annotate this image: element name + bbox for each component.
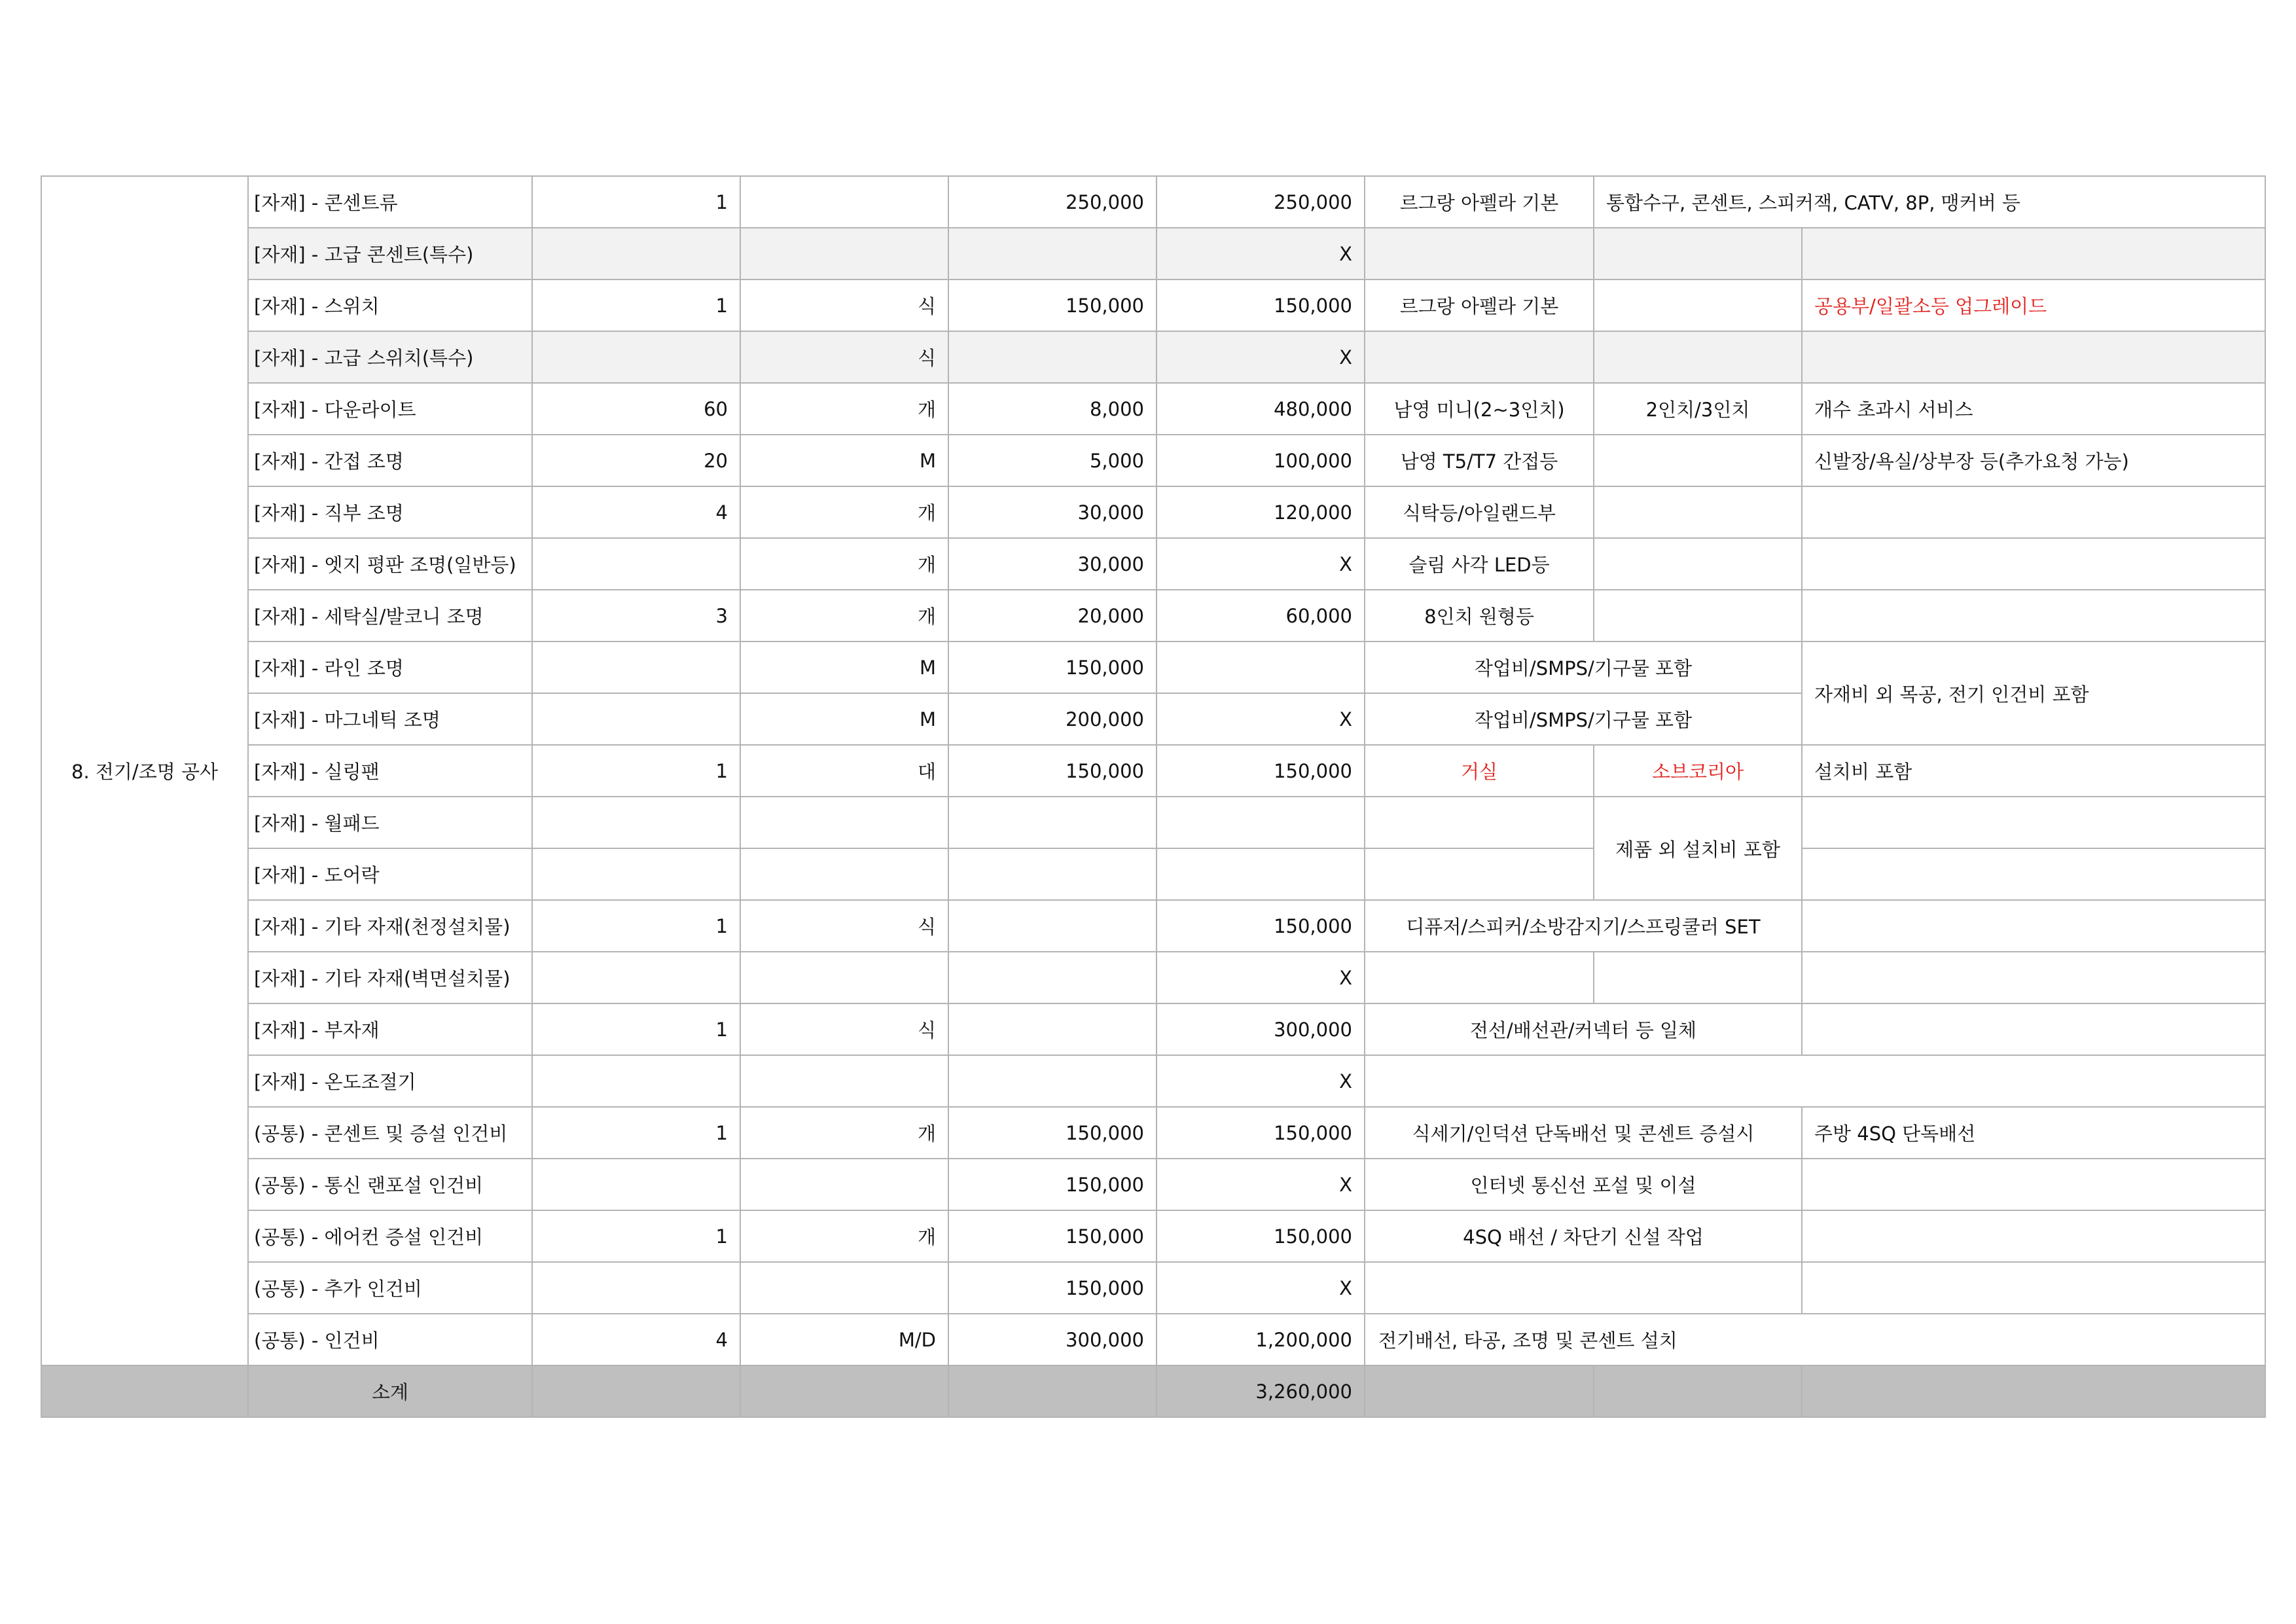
table-row [41, 745, 2265, 797]
note2-cell: 설치비 포함 [1802, 745, 2265, 797]
note1-cell [1594, 228, 1802, 280]
qty-cell [532, 1055, 740, 1107]
spec-cell: 슬림 사각 LED등 [1365, 538, 1594, 590]
item-name: [자재] - 콘센트류 [248, 176, 532, 228]
amount-cell [1157, 641, 1365, 693]
table-row [41, 538, 2265, 590]
qty-cell [532, 693, 740, 745]
spec-cell [1365, 1262, 1802, 1314]
unit-cell [740, 797, 948, 848]
price-cell: 150,000 [948, 1107, 1157, 1159]
price-cell [948, 331, 1157, 383]
spec-cell: 전선/배선관/커넥터 등 일체 [1365, 1003, 1802, 1055]
item-name: [자재] - 온도조절기 [248, 1055, 532, 1107]
item-name: (공통) - 인건비 [248, 1314, 532, 1365]
note1-cell [1594, 280, 1802, 331]
price-cell: 30,000 [948, 538, 1157, 590]
spec-cell [1365, 952, 1594, 1003]
spec-cell: 작업비/SMPS/기구물 포함 [1365, 693, 1802, 745]
price-cell [948, 952, 1157, 1003]
unit-cell [740, 228, 948, 280]
note2-cell [1802, 1003, 2265, 1055]
subtotal-blank-cell [1365, 1365, 1594, 1417]
note1-cell [1594, 435, 1802, 486]
item-name: (공통) - 에어컨 증설 인건비 [248, 1210, 532, 1262]
amount-cell: 60,000 [1157, 590, 1365, 641]
spec-cell: 작업비/SMPS/기구물 포함 [1365, 641, 1802, 693]
item-name: (공통) - 추가 인건비 [248, 1262, 532, 1314]
qty-cell [532, 797, 740, 848]
qty-cell [532, 1262, 740, 1314]
note2-cell [1802, 590, 2265, 641]
item-name: [자재] - 고급 콘센트(특수) [248, 228, 532, 280]
qty-cell [532, 952, 740, 1003]
spec-cell: 8인치 원형등 [1365, 590, 1594, 641]
spec-cell: 인터넷 통신선 포설 및 이설 [1365, 1159, 1802, 1210]
unit-cell: M [740, 693, 948, 745]
qty-cell [532, 848, 740, 900]
price-cell: 150,000 [948, 1262, 1157, 1314]
table-row [41, 176, 2265, 228]
unit-cell: 대 [740, 745, 948, 797]
amount-cell: 150,000 [1157, 745, 1365, 797]
amount-cell: 1,200,000 [1157, 1314, 1365, 1365]
unit-cell [740, 952, 948, 1003]
amount-cell: X [1157, 1262, 1365, 1314]
item-name: [자재] - 다운라이트 [248, 383, 532, 435]
unit-cell [740, 1055, 948, 1107]
qty-cell [532, 641, 740, 693]
note2-cell: 신발장/욕실/상부장 등(추가요청 가능) [1802, 435, 2265, 486]
note2-cell [1802, 331, 2265, 383]
price-cell: 5,000 [948, 435, 1157, 486]
item-name: (공통) - 통신 랜포설 인건비 [248, 1159, 532, 1210]
note-cell: 통합수구, 콘센트, 스피커잭, CATV, 8P, 맹커버 등 [1594, 176, 2265, 228]
qty-cell: 1 [532, 1107, 740, 1159]
item-name: [자재] - 기타 자재(천정설치물) [248, 900, 532, 952]
subtotal-blank-cell [948, 1365, 1157, 1417]
unit-cell: 개 [740, 383, 948, 435]
spec-cell: 르그랑 아펠라 기본 [1365, 176, 1594, 228]
item-name: [자재] - 간접 조명 [248, 435, 532, 486]
spec-cell [1365, 331, 1594, 383]
price-cell [948, 1055, 1157, 1107]
subtotal-row [41, 1365, 2265, 1417]
note2-cell: 공용부/일괄소등 업그레이드 [1802, 280, 2265, 331]
item-name: [자재] - 고급 스위치(특수) [248, 331, 532, 383]
unit-cell: 식 [740, 1003, 948, 1055]
unit-cell [740, 848, 948, 900]
qty-cell [532, 228, 740, 280]
unit-cell: 개 [740, 1107, 948, 1159]
table-row [41, 590, 2265, 641]
table-row [41, 797, 2265, 848]
spec-cell [1365, 228, 1594, 280]
spec-cell: 거실 [1365, 745, 1594, 797]
amount-cell: 480,000 [1157, 383, 1365, 435]
table-row [41, 1055, 2265, 1107]
qty-cell: 1 [532, 1003, 740, 1055]
amount-cell: X [1157, 228, 1365, 280]
amount-cell: 120,000 [1157, 486, 1365, 538]
spec-cell: 남영 T5/T7 간접등 [1365, 435, 1594, 486]
note2-cell [1802, 228, 2265, 280]
amount-cell [1157, 848, 1365, 900]
table-row [41, 1262, 2265, 1314]
qty-cell: 1 [532, 900, 740, 952]
price-cell [948, 848, 1157, 900]
note1-cell [1594, 538, 1802, 590]
unit-cell: 식 [740, 280, 948, 331]
note1-cell [1594, 952, 1802, 1003]
qty-cell [532, 1159, 740, 1210]
note2-cell [1802, 952, 2265, 1003]
price-cell: 300,000 [948, 1314, 1157, 1365]
spec-cell [1365, 848, 1594, 900]
price-cell [948, 1003, 1157, 1055]
unit-cell [740, 1159, 948, 1210]
subtotal-amount: 3,260,000 [1157, 1365, 1365, 1417]
note2-cell [1802, 900, 2265, 952]
table-row [41, 1210, 2265, 1262]
unit-cell: M [740, 435, 948, 486]
price-cell [948, 228, 1157, 280]
amount-cell: 150,000 [1157, 1210, 1365, 1262]
table-row [41, 1107, 2265, 1159]
price-cell: 150,000 [948, 1159, 1157, 1210]
note1-cell: 2인치/3인치 [1594, 383, 1802, 435]
qty-cell: 4 [532, 486, 740, 538]
note2-cell [1802, 538, 2265, 590]
spec-cell: 르그랑 아펠라 기본 [1365, 280, 1594, 331]
price-cell: 30,000 [948, 486, 1157, 538]
unit-cell [740, 1262, 948, 1314]
subtotal-blank-cell [1802, 1365, 2265, 1417]
table-row [41, 383, 2265, 435]
note2-cell: 개수 초과시 서비스 [1802, 383, 2265, 435]
table-row [41, 228, 2265, 280]
amount-cell: 150,000 [1157, 900, 1365, 952]
table-row [41, 1314, 2265, 1365]
note1-cell: 제품 외 설치비 포함 [1594, 797, 1802, 900]
amount-cell: X [1157, 331, 1365, 383]
note1-cell [1594, 590, 1802, 641]
spec-cell: 디퓨저/스피커/소방감지기/스프링쿨러 SET [1365, 900, 1802, 952]
table-row [41, 435, 2265, 486]
qty-cell: 1 [532, 745, 740, 797]
spec-cell [1365, 797, 1594, 848]
amount-cell: X [1157, 1055, 1365, 1107]
note2-cell: 주방 4SQ 단독배선 [1802, 1107, 2265, 1159]
spec-cell: 4SQ 배선 / 차단기 신설 작업 [1365, 1210, 1802, 1262]
spec-cell: 남영 미니(2~3인치) [1365, 383, 1594, 435]
item-name: [자재] - 기타 자재(벽면설치물) [248, 952, 532, 1003]
qty-cell: 4 [532, 1314, 740, 1365]
table-row [41, 848, 2265, 900]
note2-cell [1802, 797, 2265, 848]
item-name: (공통) - 콘센트 및 증설 인건비 [248, 1107, 532, 1159]
amount-cell: X [1157, 693, 1365, 745]
table-row [41, 641, 2265, 693]
note1-cell [1594, 486, 1802, 538]
spec-cell: 식세기/인덕션 단독배선 및 콘센트 증설시 [1365, 1107, 1802, 1159]
amount-cell: 300,000 [1157, 1003, 1365, 1055]
qty-cell: 1 [532, 1210, 740, 1262]
subtotal-blank-cell [740, 1365, 948, 1417]
qty-cell: 1 [532, 176, 740, 228]
unit-cell: 개 [740, 590, 948, 641]
amount-cell: X [1157, 538, 1365, 590]
category-cell: 8. 전기/조명 공사 [41, 176, 248, 1365]
price-cell: 200,000 [948, 693, 1157, 745]
item-name: [자재] - 직부 조명 [248, 486, 532, 538]
table-row [41, 1003, 2265, 1055]
amount-cell: 100,000 [1157, 435, 1365, 486]
note2-cell [1802, 1262, 2265, 1314]
note2-cell [1802, 848, 2265, 900]
unit-cell [740, 176, 948, 228]
spec-cell: 식탁등/아일랜드부 [1365, 486, 1594, 538]
item-name: [자재] - 엣지 평판 조명(일반등) [248, 538, 532, 590]
note1-cell: 소브코리아 [1594, 745, 1802, 797]
price-cell: 150,000 [948, 1210, 1157, 1262]
price-cell: 150,000 [948, 280, 1157, 331]
amount-cell: 250,000 [1157, 176, 1365, 228]
unit-cell: M [740, 641, 948, 693]
item-name: [자재] - 라인 조명 [248, 641, 532, 693]
estimate-table [41, 175, 2266, 1418]
price-cell: 150,000 [948, 745, 1157, 797]
price-cell [948, 797, 1157, 848]
amount-cell: 150,000 [1157, 1107, 1365, 1159]
qty-cell: 3 [532, 590, 740, 641]
item-name: [자재] - 월패드 [248, 797, 532, 848]
note-cell: 전기배선, 타공, 조명 및 콘센트 설치 [1365, 1314, 2265, 1365]
subtotal-blank-cell [1594, 1365, 1802, 1417]
qty-cell [532, 538, 740, 590]
subtotal-label: 소계 [248, 1365, 532, 1417]
unit-cell: 개 [740, 538, 948, 590]
note2-cell [1802, 486, 2265, 538]
price-cell: 20,000 [948, 590, 1157, 641]
qty-cell: 20 [532, 435, 740, 486]
item-name: [자재] - 마그네틱 조명 [248, 693, 532, 745]
table-row [41, 952, 2265, 1003]
unit-cell: 개 [740, 1210, 948, 1262]
table-row [41, 900, 2265, 952]
table-row [41, 1159, 2265, 1210]
price-cell: 250,000 [948, 176, 1157, 228]
note1-cell [1594, 331, 1802, 383]
note2-cell [1802, 1210, 2265, 1262]
amount-cell: 150,000 [1157, 280, 1365, 331]
item-name: [자재] - 스위치 [248, 280, 532, 331]
item-name: [자재] - 도어락 [248, 848, 532, 900]
amount-cell: X [1157, 1159, 1365, 1210]
price-cell [948, 900, 1157, 952]
price-cell: 150,000 [948, 641, 1157, 693]
table-row [41, 280, 2265, 331]
qty-cell: 1 [532, 280, 740, 331]
item-name: [자재] - 부자재 [248, 1003, 532, 1055]
subtotal-blank-cell [41, 1365, 248, 1417]
table-row [41, 486, 2265, 538]
unit-cell: 식 [740, 331, 948, 383]
item-name: [자재] - 세탁실/발코니 조명 [248, 590, 532, 641]
qty-cell: 60 [532, 383, 740, 435]
note2-cell: 자재비 외 목공, 전기 인건비 포함 [1802, 641, 2265, 745]
price-cell: 8,000 [948, 383, 1157, 435]
table-row [41, 331, 2265, 383]
item-name: [자재] - 실링팬 [248, 745, 532, 797]
unit-cell: 개 [740, 486, 948, 538]
unit-cell: M/D [740, 1314, 948, 1365]
subtotal-blank-cell [532, 1365, 740, 1417]
note-cell [1365, 1055, 2265, 1107]
qty-cell [532, 331, 740, 383]
amount-cell [1157, 797, 1365, 848]
unit-cell: 식 [740, 900, 948, 952]
note2-cell [1802, 1159, 2265, 1210]
amount-cell: X [1157, 952, 1365, 1003]
